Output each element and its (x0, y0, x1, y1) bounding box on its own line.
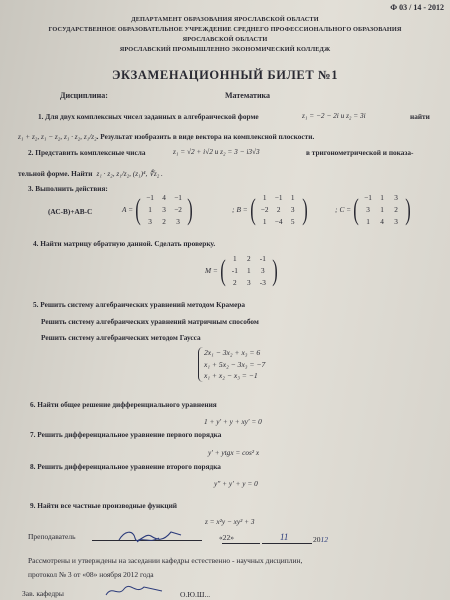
matrix-b-cell: 3 (290, 205, 295, 214)
matrix-a-cell: 3 (162, 205, 166, 214)
discipline-label: Дисциплина: (60, 91, 108, 100)
q5-cramer: 5. Решить систему алгебраических уравнений методом Крамера (33, 300, 246, 309)
matrix-b-cell: −4 (274, 217, 283, 226)
matrix-b-cell: 1 (262, 193, 267, 202)
matrix-a-cell: −1 (146, 193, 154, 202)
matrix-a-cell: −1 (174, 193, 182, 202)
matrix-c-cell: −1 (364, 193, 372, 202)
date-day: «22» (219, 533, 234, 542)
q1-line1: 1. Для двух комплексных чисел заданных в алгебраической форме (38, 112, 259, 121)
q9-text: 9. Найти все частные производные функций (30, 501, 177, 510)
matrix-m-cell: 1 (247, 266, 251, 275)
q1-formula: z₁ = −2 − 2i и z₂ = 3i (302, 111, 366, 120)
q6-equation: 1 + y′ + y + xy′ = 0 (204, 417, 262, 426)
header-line-1: ДЕПАРТАМЕНТ ОБРАЗОВАНИЯ ЯРОСЛАВСКОЙ ОБЛАСТИ (131, 16, 319, 23)
matrix-a-cell: 2 (162, 217, 166, 226)
q1-line2-text: . Результат изобразить в виде вектора на комплексной плоскости. (96, 132, 315, 141)
q2-line2 (18, 163, 163, 181)
equation-system (198, 347, 265, 382)
q3-text: 3. Выполнить действия: (28, 184, 108, 193)
matrix-m-cell: 1 (233, 254, 237, 263)
matrix-c-grid (361, 193, 403, 226)
q4-text: 4. Найти матрицу обратную данной. Сделать проверку. (33, 239, 216, 248)
equation-2: x₁ + 5x₂ − 3x₃ = −7 (204, 359, 266, 369)
date-day-line (222, 543, 260, 544)
matrix-c-cell: 3 (366, 205, 370, 214)
q1-line2-formula: z₁ + z₂, z₁ − z₂, z₁ · z₂, z₁/z₂ (18, 132, 97, 141)
equation-1: 2x₁ − 3x₂ + x₃ = 6 (204, 348, 261, 357)
matrix-c-cell: 1 (380, 193, 384, 202)
teacher-signature (115, 526, 185, 546)
matrix-b-cell: −1 (274, 193, 283, 202)
q2-line1: 2. Представить комплексные числа (28, 148, 146, 157)
approved-line-1: Рассмотрены и утверждены на заседании кафедры естественно - научных дисциплин, (28, 556, 303, 565)
matrix-b-cell: −2 (260, 205, 269, 214)
matrix-c-cell: 1 (366, 217, 370, 226)
matrix-c-cell: 3 (394, 193, 398, 202)
page-title: ЭКЗАМЕНАЦИОННЫЙ БИЛЕТ №1 (111, 68, 339, 82)
matrix-m-cell: 2 (233, 278, 237, 287)
q6-text: 6. Найти общее решение дифференциального уравнения (30, 400, 217, 409)
teacher-label: Преподаватель (28, 532, 76, 541)
header-line-2: ГОСУДАРСТВЕННОЕ ОБРАЗОВАТЕЛЬНОЕ УЧРЕЖДЕНИЕ СРЕДНЕГО ПРОФЕССИОНАЛЬНОГО ОБРАЗОВАНИЯ (48, 26, 402, 33)
q7-text: 7. Решить дифференциальное уравнение первого порядка (30, 430, 222, 439)
matrix-b: ; B = ( 1 −1 1 −2 2 3 1 −4 5 ) (232, 192, 308, 226)
date-year: 12 (320, 535, 328, 544)
form-code: Ф 03 / 14 - 2012 (390, 3, 444, 12)
matrix-c-label: C = (339, 205, 352, 214)
matrix-m-cell: 2 (247, 254, 251, 263)
date-year-prefix: 20 (313, 535, 321, 544)
approved-line-2: протокол № 3 от «08» ноября 2012 года (28, 570, 154, 579)
matrix-b-label: B = (236, 205, 248, 214)
q5-matrix: Решить систему алгебраических уравнений матричным способом (41, 317, 259, 326)
head-signature (104, 583, 164, 599)
matrix-c-cell: 4 (380, 217, 384, 226)
q1-line2 (18, 126, 314, 144)
matrix-m-grid (228, 254, 270, 287)
matrix-a-cell: 3 (176, 217, 180, 226)
matrix-m-cell: 3 (261, 266, 265, 275)
matrix-a-cell: 3 (148, 217, 152, 226)
q9-equation: z = x²y − xy² + 3 (205, 517, 255, 526)
matrix-b-cell: 1 (262, 217, 267, 226)
q3-expression: (АС-В)+АВ-С (48, 207, 93, 216)
date-month: 11 (280, 532, 289, 542)
q1-find: найти (410, 112, 430, 121)
matrix-c-cell: 2 (394, 205, 398, 214)
matrix-b-grid (258, 193, 300, 226)
matrix-m-cell: -3 (259, 278, 266, 287)
matrix-m-cell: 3 (247, 278, 251, 287)
q2-line2-text: тельной форме. Найти (18, 169, 93, 178)
matrix-a-grid (143, 193, 185, 226)
q8-text: 8. Решить дифференциальное уравнение второго порядка (30, 462, 221, 471)
head-label: Зав. кафедры (22, 589, 64, 598)
matrix-b-cell: 1 (290, 193, 295, 202)
q7-equation: y′ + ytgx = cos² x (208, 448, 260, 457)
matrix-c-cell: 1 (380, 205, 384, 214)
head-name: О.Ю.Ш... (180, 590, 211, 599)
matrix-a-cell: 1 (148, 205, 152, 214)
discipline-value: Математика (225, 91, 271, 100)
matrix-m: M = ( 1 2 -1 -1 1 3 2 3 -3 ) (205, 253, 278, 287)
matrix-a: A = ( −1 4 −1 1 3 −2 3 2 3 ) (122, 192, 193, 226)
q5-gauss: Решить систему алгебраических методом Гаусса (41, 333, 201, 342)
matrix-a-cell: −2 (174, 205, 182, 214)
q8-equation: y″ + y′ + y = 0 (214, 479, 258, 488)
date-month-line (262, 543, 312, 544)
matrix-c: ; C = ( −1 1 3 3 1 2 1 4 3 ) (335, 192, 411, 226)
matrix-a-label: A = (122, 205, 134, 214)
q2-formula: z₁ = √2 + i√2 и z₂ = 3 − i3√3 (173, 147, 260, 156)
q2-line1-end: в тригонометрической и показа- (306, 148, 414, 157)
matrix-m-cell: -1 (259, 254, 266, 263)
header-line-3: ЯРОСЛАВСКОЙ ОБЛАСТИ (182, 36, 268, 43)
matrix-a-cell: 4 (162, 193, 166, 202)
q2-line2-formula: z₁ · z₂, z₁/z₂, (z₁)⁴, ∜z₂ . (96, 169, 163, 178)
matrix-b-cell: 5 (290, 217, 295, 226)
matrix-m-label: M = (205, 266, 218, 275)
matrix-b-cell: 2 (276, 205, 281, 214)
matrix-c-cell: 3 (394, 217, 398, 226)
matrix-m-cell: -1 (231, 266, 238, 275)
equation-3: x₁ + x₂ − x₃ = −1 (204, 371, 258, 380)
header-line-4: ЯРОСЛАВСКИЙ ПРОМЫШЛЕННО ЭКОНОМИЧЕСКИЙ КОЛЛЕДЖ (119, 46, 331, 53)
